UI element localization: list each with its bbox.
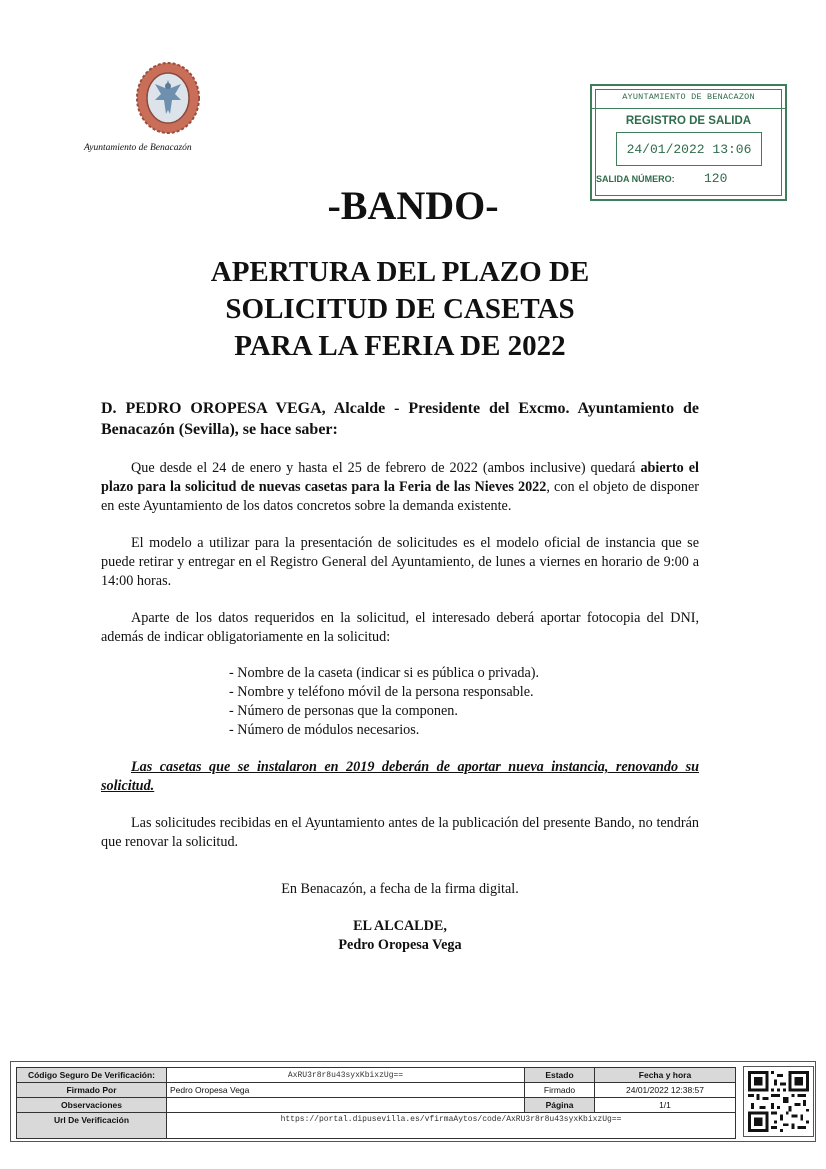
stamp-title: REGISTRO DE SALIDA xyxy=(625,115,752,127)
estado-value: Firmado xyxy=(525,1083,595,1098)
paragraph-warning xyxy=(101,758,699,796)
table-row xyxy=(17,1098,736,1113)
list-item: - Número de personas que la componen. xyxy=(229,703,458,719)
requirements-list xyxy=(229,664,699,740)
fecha-value: 24/01/2022 12:38:57 xyxy=(595,1083,736,1098)
csv-value: AxRU3r8r8u43syxKbixzUg== xyxy=(167,1068,525,1083)
paragraph-text: , con el objeto de disponer en este Ayuntamiento de los datos concretos sobre la demanda existente. xyxy=(101,479,699,514)
observaciones-value xyxy=(167,1098,525,1113)
stamp-number-label: SALIDA NÚMERO: xyxy=(596,174,675,184)
signature-name: Pedro Oropesa Vega xyxy=(338,937,462,953)
signature-block xyxy=(101,917,699,955)
list-item: - Número de módulos necesarios. xyxy=(229,722,420,738)
paragraph-modelo: El modelo a utilizar para la presentación de solicitudes es el modelo oficial de instancia que se puede retirar y entregar en el Registro General del Ayuntamiento, de lunes a viernes en horario de 9:00 a 14:00 horas. xyxy=(101,535,699,589)
paragraph-datos: Aparte de los datos requeridos en la solicitud, el interesado deberá aportar fotocopia del DNI, además de indicar obligatoriamente en la solicitud: xyxy=(101,610,699,645)
stamp-number: 120 xyxy=(704,171,728,186)
table-row xyxy=(17,1113,736,1139)
paragraph-text: Que desde el 24 de enero y hasta el 25 de febrero de 2022 (ambos inclusive) quedará xyxy=(131,460,641,476)
stamp-datetime: 24/01/2022 13:06 xyxy=(616,132,762,166)
subtitle-line: APERTURA DEL PLAZO DE xyxy=(210,256,590,288)
table-row xyxy=(17,1068,736,1083)
firmado-label: Firmado Por xyxy=(17,1083,167,1098)
place-date: En Benacazón, a fecha de la firma digital. xyxy=(281,881,519,897)
url-value[interactable]: https://portal.dipusevilla.es/vfirmaAytos/code/AxRU3r8r8u43syxKbixzUg== xyxy=(167,1113,736,1139)
signature-role: EL ALCALDE, xyxy=(353,918,447,934)
qr-code xyxy=(743,1066,814,1137)
paragraph-bold-text: abierto el plazo para la solicitud de nuevas casetas para la Feria de las Nieves 2022 xyxy=(101,460,700,495)
qr-code-icon xyxy=(748,1071,809,1132)
fecha-label: Fecha y hora xyxy=(595,1068,736,1083)
pagina-value: 1/1 xyxy=(595,1098,736,1113)
url-label: Url De Verificación xyxy=(17,1113,167,1139)
subtitle-line: SOLICITUD DE CASETAS xyxy=(225,293,575,325)
municipal-logo xyxy=(84,60,224,153)
observaciones-label: Observaciones xyxy=(17,1098,167,1113)
coat-of-arms-icon xyxy=(135,60,201,136)
intro-paragraph: D. PEDRO OROPESA VEGA, Alcalde - Presidente del Excmo. Ayuntamiento de Benacazón (Sevilla), se hace saber: xyxy=(101,400,699,438)
paragraph-plazo xyxy=(101,459,699,516)
list-item: - Nombre de la caseta (indicar si es pública o privada). xyxy=(229,665,540,681)
verification-footer xyxy=(10,1061,816,1142)
paragraph-renovar: Las solicitudes recibidas en el Ayuntamiento antes de la publicación del presente Bando, no tendrán que renovar la solicitud. xyxy=(101,815,699,850)
document-subtitle xyxy=(0,254,800,365)
list-item: - Nombre y teléfono móvil de la persona responsable. xyxy=(229,684,534,700)
firmado-value: Pedro Oropesa Vega xyxy=(167,1083,525,1098)
pagina-label: Página xyxy=(525,1098,595,1113)
logo-caption: Ayuntamiento de Benacazón xyxy=(84,143,192,153)
estado-label: Estado xyxy=(525,1068,595,1083)
csv-label: Código Seguro De Verificación: xyxy=(17,1068,167,1083)
document-body xyxy=(101,398,699,955)
stamp-entity: AYUNTAMIENTO DE BENACAZON xyxy=(622,92,755,102)
subtitle-line: PARA LA FERIA DE 2022 xyxy=(234,330,566,362)
verification-table xyxy=(16,1067,736,1139)
document-heading: -BANDO- xyxy=(327,183,499,228)
warning-text: Las casetas que se instalaron en 2019 deberán de aportar nueva instancia, renovando su solicitud. xyxy=(101,759,699,794)
stamp-divider xyxy=(592,108,785,109)
table-row xyxy=(17,1083,736,1098)
